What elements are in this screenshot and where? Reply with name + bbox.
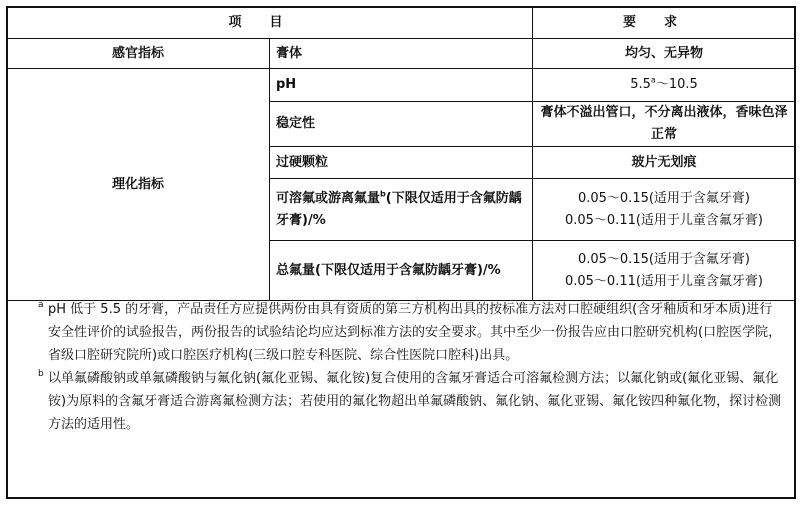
req-ph xyxy=(533,69,796,102)
soluble-fluoride-note: (下限仅适用于含氟防龋牙膏)/% xyxy=(276,190,522,228)
ph-lower: 5.5 xyxy=(630,77,651,92)
header-item: 项目 xyxy=(7,7,533,39)
header-row xyxy=(7,7,796,39)
req-soluble-fluoride xyxy=(533,179,796,241)
item-total-fluoride: 总氟量(下限仅适用于含氟防龋牙膏)/% xyxy=(270,241,533,301)
footnote-a xyxy=(38,298,783,367)
table-row xyxy=(7,69,796,102)
req-hard-particles: 玻片无划痕 xyxy=(533,147,796,179)
req-stability: 膏体不溢出管口，不分离出液体，香味色泽正常 xyxy=(533,102,796,147)
ph-upper: ～10.5 xyxy=(655,77,698,92)
footnotes xyxy=(38,298,783,436)
footnote-b xyxy=(38,367,783,436)
req-total-fluoride-adult: 0.05～0.15(适用于含氟牙膏) xyxy=(577,251,751,267)
footnote-a-mark: a xyxy=(38,300,44,310)
footnote-b-mark: b xyxy=(38,369,44,379)
req-total-fluoride-child: 0.05～0.11(适用于儿童含氟牙膏) xyxy=(564,273,764,289)
footnote-mark-b: b xyxy=(380,189,386,199)
item-soluble-fluoride xyxy=(270,179,533,241)
footnote-mark-a: a xyxy=(650,75,656,85)
soluble-fluoride-label: 可溶氟或游离氟量 xyxy=(276,190,381,206)
item-stability: 稳定性 xyxy=(270,102,533,147)
req-total-fluoride xyxy=(533,241,796,301)
table-row xyxy=(7,39,796,69)
req-soluble-fluoride-child: 0.05～0.11(适用于儿童含氟牙膏) xyxy=(564,212,764,228)
item-hard-particles: 过硬颗粒 xyxy=(270,147,533,179)
req-paste-body: 均匀、无异物 xyxy=(533,39,796,69)
item-ph: pH xyxy=(270,69,533,102)
category-sensory: 感官指标 xyxy=(7,39,270,69)
item-paste-body: 膏体 xyxy=(270,39,533,69)
footnote-a-text: pH 低于 5.5 的牙膏，产品责任方应提供两份由具有资质的第三方机构出具的按标准方法对口腔硬组织(含牙釉质和牙本质)进行安全性评价的试验报告，两份报告的试验结论均应达到标准方法的安全要求。其中至少一份报告应由口腔研究机构(口腔医学院，省级口腔研究院所)或口腔医疗机构(三级口腔专科医院、综合性医院口腔科)出具。 xyxy=(48,302,782,363)
header-requirement: 要求 xyxy=(533,7,796,39)
category-physchem: 理化指标 xyxy=(7,69,270,301)
requirements-table xyxy=(6,6,796,301)
req-soluble-fluoride-adult: 0.05～0.15(适用于含氟牙膏) xyxy=(577,190,751,206)
footnote-b-text: 以单氟磷酸钠或单氟磷酸钠与氟化钠(氟化亚锡、氟化铵)复合使用的含氟牙膏适合可溶氟检测方法；以氟化钠或(氟化亚锡、氟化铵)为原料的含氟牙膏适合游离氟检测方法；若使用的氟化物超出单氟磷酸钠、氟化钠、氟化亚锡、氟化铵四种氟化物，探讨检测方法的适用性。 xyxy=(48,371,782,432)
